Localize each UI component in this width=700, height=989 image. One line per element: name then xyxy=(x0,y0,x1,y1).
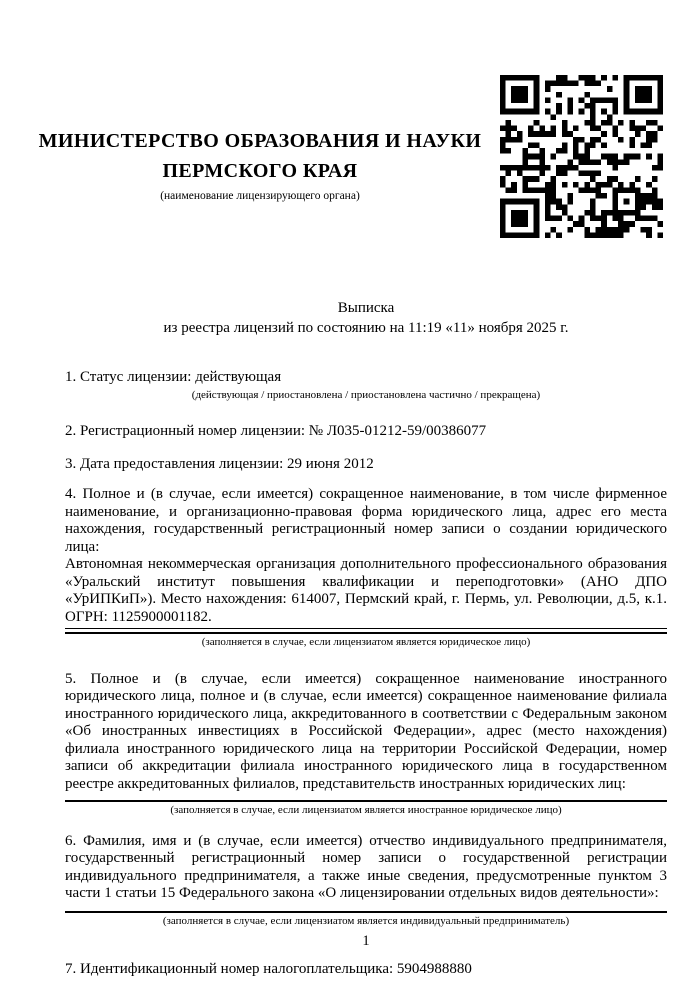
document-title xyxy=(65,298,667,338)
document-header xyxy=(0,0,700,240)
section-grant-date xyxy=(65,456,667,474)
qr-code-icon xyxy=(500,75,663,238)
individual-entrepreneur-text: 6. Фамилия, имя и (в случае, если имеется) отчество индивидуального предпринимателя, государственный регистрационный номер записи о государственной регистрации индивидуального предпринимателя, а также иные сведения, предусмотренные пунктом 3 части 1 статьи 15 Федерального закона «О лицензировании отдельных видов деятельности»: xyxy=(65,832,667,901)
document-title-line1: Выписка xyxy=(337,300,395,316)
grant-date-text: 3. Дата предоставления лицензии: 29 июня 2012 xyxy=(65,455,374,472)
section-registration-number xyxy=(65,423,667,441)
individual-entrepreneur-caption: (заполняется в случае, если лицензиатом является индивидуальный предприниматель) xyxy=(162,914,570,927)
section-foreign-entity xyxy=(65,671,667,818)
foreign-entity-underline xyxy=(65,800,667,802)
ministry-name-line1: МИНИСТЕРСТВО ОБРАЗОВАНИЯ И НАУКИ xyxy=(38,130,482,152)
section-taxpayer-number xyxy=(65,961,667,979)
legal-entity-label: 4. Полное и (в случае, если имеется) сокращенное наименование, в том числе фирменное наименование, и организационно-правовая форма юридического лица, адрес его места нахождения, государственный регистрационный номер записи о создании юридического лица: xyxy=(65,486,667,555)
legal-entity-underline xyxy=(65,628,667,634)
page-number: 1 xyxy=(362,933,370,949)
licensing-authority-block xyxy=(38,126,482,203)
foreign-entity-caption: (заполняется в случае, если лицензиатом является иностранное юридическое лицо) xyxy=(170,804,562,816)
license-status-text: 1. Статус лицензии: действующая xyxy=(65,369,282,385)
legal-entity-value: Автономная некоммерческая организация дополнительного профессионального образования «Уральский институт повышения квалификации и переподготовки» (АНО ДПО «УрИПКиП»). Место нахождения: 614007, Пермский край, г. Пермь, ул. Революции, д.5, к.1. ОГРН: 1125900001182. xyxy=(65,556,667,625)
section-legal-entity xyxy=(65,486,667,650)
ministry-caption: (наименование лицензирующего органа) xyxy=(160,190,360,202)
registration-number-text: 2. Регистрационный номер лицензии: № Л035-01212-59/00386077 xyxy=(65,423,487,439)
license-status-caption: (действующая / приостановлена / приостановлена частично / прекращена) xyxy=(191,388,541,401)
legal-entity-caption: (заполняется в случае, если лицензиатом является юридическое лицо) xyxy=(201,636,531,648)
taxpayer-number-text: 7. Идентификационный номер налогоплательщика: 5904988880 xyxy=(65,961,472,977)
ministry-name-line2: ПЕРМСКОГО КРАЯ xyxy=(162,160,358,182)
foreign-entity-text: 5. Полное и (в случае, если имеется) сокращенное наименование иностранного юридического лица, полное и (в случае, если имеется) сокращенное наименование филиала иностранного юридического лица, аккредитованного в соответствии с Федеральным законом «Об иностранных инвестициях в Российской Федерации», адрес (место нахождения) филиала иностранного юридического лица на территории Российской Федерации, номер записи об аккредитации филиала иностранного юридического лица в государственном реестре аккредитованных филиалов, представительств иностранных юридических лиц: xyxy=(65,670,667,792)
section-license-status xyxy=(65,369,667,402)
document-title-line2: из реестра лицензий по состоянию на 11:19 «11» ноября 2025 г. xyxy=(163,320,569,336)
document-body xyxy=(65,298,667,979)
section-individual-entrepreneur xyxy=(65,833,667,929)
individual-entrepreneur-underline xyxy=(65,911,667,913)
